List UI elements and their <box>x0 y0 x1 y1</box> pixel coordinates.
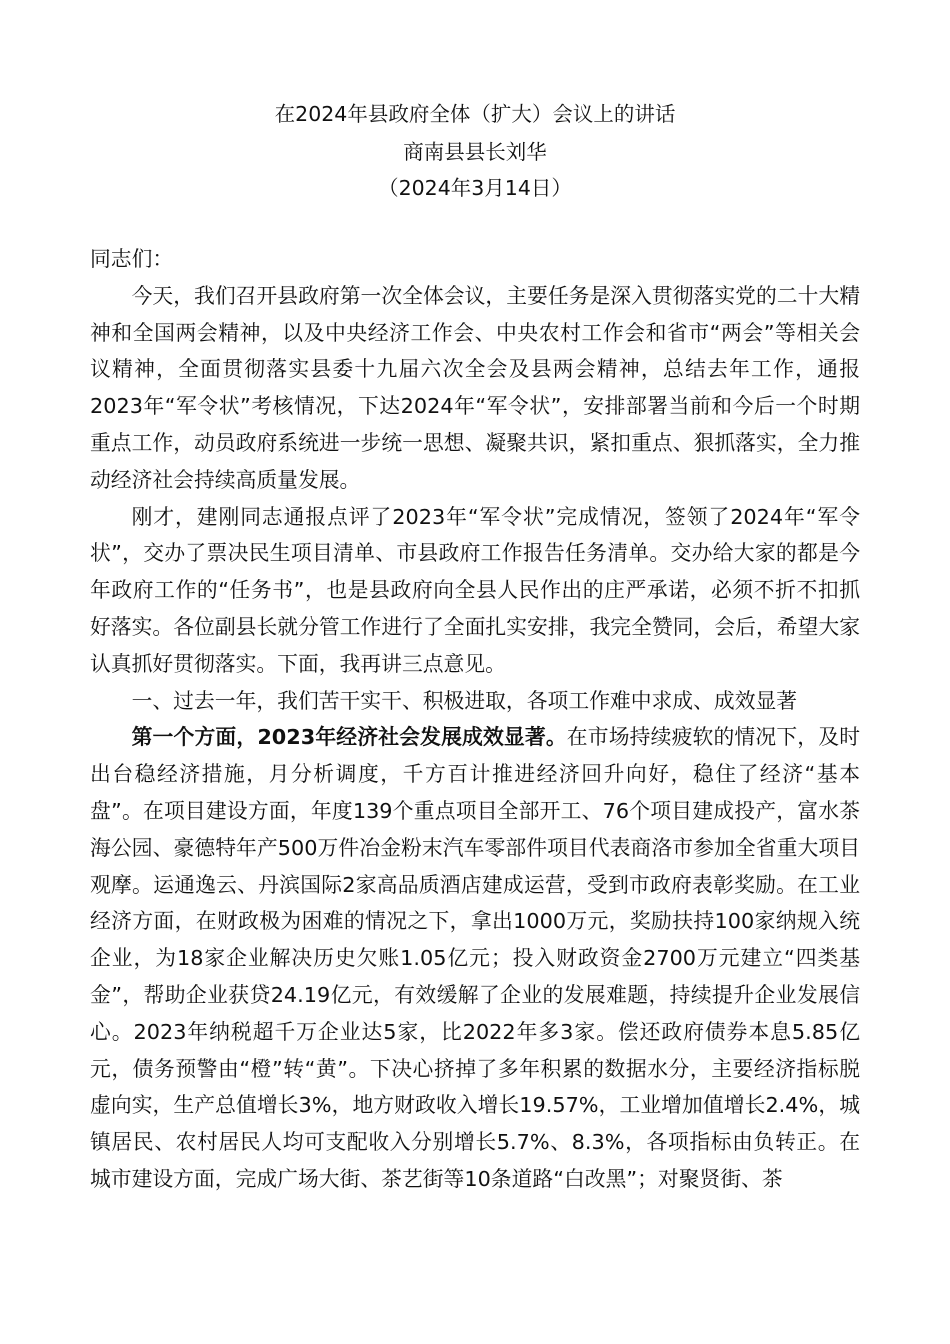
salutation: 同志们： <box>90 247 174 271</box>
date-line: （2024年3月14日） <box>378 176 572 200</box>
document-title: 在2024年县政府全体（扩大）会议上的讲话 <box>274 102 676 126</box>
paragraph-achievements <box>90 719 860 1197</box>
paragraph-opening: 今天，我们召开县政府第一次全体会议，主要任务是深入贯彻落实党的二十大精神和全国两会精神，以及中央经济工作会、中央农村工作会和省市“两会”等相关会议精神，全面贯彻落实县委十九届六次全会及县两会精神，总结去年工作，通报2023年“军令状”考核情况，下达2024年“军令状”，安排部署当前和今后一个时期重点工作，动员政府系统进一步统一思想、凝聚共识，紧扣重点、狠抓落实，全力推动经济社会持续高质量发展。 <box>90 283 860 492</box>
section-heading-1: 一、过去一年，我们苦干实干、积极进取，各项工作难中求成、成效显著 <box>131 688 798 713</box>
document-body <box>90 241 860 1198</box>
paragraph-lead-bold: 第一个方面，2023年经济社会发展成效显著。 <box>131 725 567 750</box>
paragraph-achievements-text: 在市场持续疲软的情况下，及时出台稳经济措施，月分析调度，千方百计推进经济回升向好，稳住了经济“基本盘”。在项目建设方面，年度139个重点项目全部开工、76个项目建成投产，富水茶海公园、豪德特年产500万件冶金粉末汽车零部件项目代表商洛市参加全省重大项目观摩。运通逸云、丹滨国际2家高品质酒店建成运营，受到市政府表彰奖励。在工业经济方面，在财政极为困难的情况之下，拿出1000万元，奖励扶持100家纳规入统企业，为18家企业解决历史欠账1.05亿元；投入财政资金2700万元建立“四类基金”，帮助企业获贷24.19亿元，有效缓解了企业的发展难题，持续提升企业发展信心。2023年纳税超千万企业达5家，比2022年多3家。偿还政府债券本息5.85亿元，债务预警由“橙”转“黄”。下决心挤掉了多年积累的数据水分，主要经济指标脱虚向实，生产总值增长3%，地方财政收入增长19.57%，工业增加值增长2.4%，城镇居民、农村居民人均可支配收入分别增长5.7%、8.3%，各项指标由负转正。在城市建设方面，完成广场大街、茶艺街等10条道路“白改黑”；对聚贤街、茶 <box>90 725 860 1191</box>
paragraph-briefing: 刚才，建刚同志通报点评了2023年“军令状”完成情况，签领了2024年“军令状”，交办了票决民生项目清单、市县政府工作报告任务清单。交办给大家的都是今年政府工作的“任务书”，也是县政府向全县人民作出的庄严承诺，必须不折不扣抓好落实。各位副县长就分管工作进行了全面扎实安排，我完全赞同，会后，希望大家认真抓好贯彻落实。下面，我再讲三点意见。 <box>90 504 860 676</box>
speaker-line: 商南县县长刘华 <box>403 140 547 164</box>
